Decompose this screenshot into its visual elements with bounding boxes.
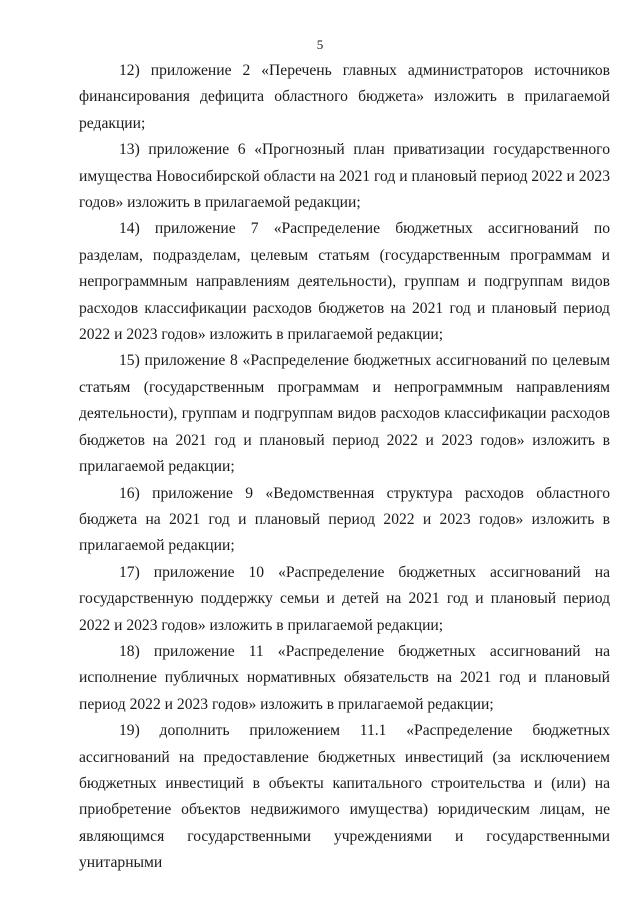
paragraph-item-12: 12) приложение 2 «Перечень главных администраторов источников финансирования дефицита областного бюджета» изложить в прилагаемой редакции;: [79, 62, 610, 132]
paragraph-item-19: 19) дополнить приложением 11.1 «Распределение бюджетных ассигнований на предоставление бюджетных инвестиций (за исключением бюджетных инвестиций в объекты капитального строительства и (или) на приобретение объектов недвижимого имущества) юридическим лицам, не являющимся государственными учреждениями и государственными унитарными: [79, 722, 610, 872]
document-body: [79, 58, 610, 877]
paragraph-item-16: 16) приложение 9 «Ведомственная структура расходов областного бюджета на 2021 год и плановый период 2022 и 2023 годов» изложить в прилагаемой редакции;: [79, 484, 610, 555]
paragraph-item-13: 13) приложение 6 «Прогнозный план приватизации государственного имущества Новосибирской области на 2021 год и плановый период 2022 и 2023 годов» изложить в прилагаемой редакции;: [79, 141, 610, 212]
paragraph-item-14: 14) приложение 7 «Распределение бюджетных ассигнований по разделам, подразделам, целевым статьям (государственным программам и непрограммным направлениям деятельности), группам и подгруппам видов расходов классификации расходов бюджетов на 2021 год и плановый период 2022 и 2023 годов» изложить в прилагаемой редакции;: [79, 220, 610, 344]
page-number: 5: [316, 37, 324, 52]
paragraph-item-15: 15) приложение 8 «Распределение бюджетных ассигнований по целевым статьям (государственным программам и непрограммным направлениям деятельности), группам и подгруппам видов расходов классификации расходов бюджетов на 2021 год и плановый период 2022 и 2023 годов» изложить в прилагаемой редакции;: [79, 352, 610, 476]
paragraph-item-17: 17) приложение 10 «Распределение бюджетных ассигнований на государственную поддержку семьи и детей на 2021 год и плановый период 2022 и 2023 годов» изложить в прилагаемой редакции;: [79, 563, 610, 634]
paragraph-item-18: 18) приложение 11 «Распределение бюджетных ассигнований на исполнение публичных нормативных обязательств на 2021 год и плановый период 2022 и 2023 годов» изложить в прилагаемой редакции;: [79, 642, 610, 713]
